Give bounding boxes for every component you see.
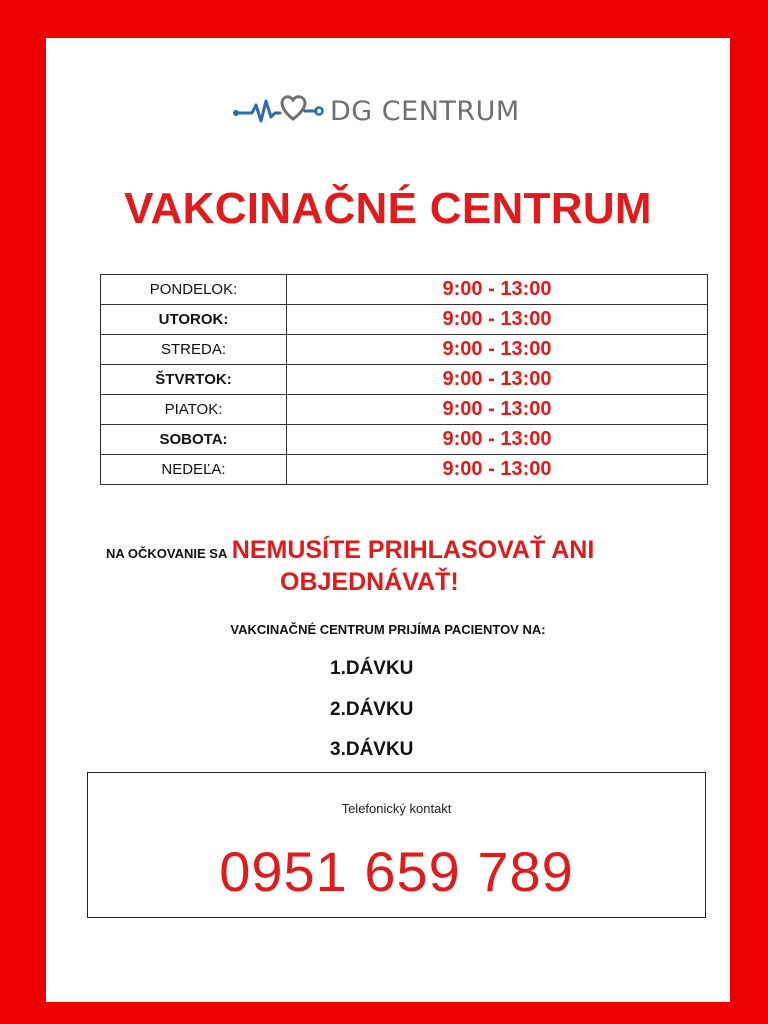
hours-cell: 9:00 - 13:00 xyxy=(287,275,708,305)
hours-cell: 9:00 - 13:00 xyxy=(287,395,708,425)
table-row xyxy=(101,425,708,455)
contact-box xyxy=(87,772,706,918)
table-row xyxy=(101,275,708,305)
accepts-patients-heading: VAKCINAČNÉ CENTRUM PRIJÍMA PACIENTOV NA: xyxy=(230,622,546,637)
dg-centrum-logo xyxy=(232,86,520,136)
poster-sheet xyxy=(46,38,730,1002)
page-title: VAKCINAČNÉ CENTRUM xyxy=(124,184,652,233)
notice-line-2 xyxy=(280,568,459,597)
day-cell: PIATOK: xyxy=(101,395,287,425)
table-row xyxy=(101,335,708,365)
day-cell: SOBOTA: xyxy=(101,425,287,455)
day-cell: UTOROK: xyxy=(101,305,287,335)
table-row xyxy=(101,305,708,335)
heart-pulse-icon xyxy=(232,91,324,131)
dose-item-2: 2.DÁVKU xyxy=(330,699,414,720)
notice-line-1 xyxy=(106,536,594,565)
table-row xyxy=(101,365,708,395)
day-cell: NEDEĽA: xyxy=(101,455,287,485)
notice-emphasis-1: NEMUSÍTE PRIHLASOVAŤ ANI xyxy=(231,536,595,564)
day-cell: PONDELOK: xyxy=(101,275,287,305)
table-row xyxy=(101,395,708,425)
hours-cell: 9:00 - 13:00 xyxy=(287,425,708,455)
day-cell: STREDA: xyxy=(101,335,287,365)
logo-text: DG CENTRUM xyxy=(330,95,520,127)
hours-cell: 9:00 - 13:00 xyxy=(287,365,708,395)
dose-item-3: 3.DÁVKU xyxy=(330,739,414,760)
contact-label: Telefonický kontakt xyxy=(341,801,452,816)
notice-emphasis-2: OBJEDNÁVAŤ! xyxy=(280,568,459,596)
contact-phone: 0951 659 789 xyxy=(219,840,574,903)
hours-cell: 9:00 - 13:00 xyxy=(287,455,708,485)
day-cell: ŠTVRTOK: xyxy=(101,365,287,395)
hours-cell: 9:00 - 13:00 xyxy=(287,305,708,335)
opening-hours-table xyxy=(100,274,708,485)
table-row xyxy=(101,455,708,485)
dose-item-1: 1.DÁVKU xyxy=(330,658,414,679)
hours-cell: 9:00 - 13:00 xyxy=(287,335,708,365)
notice-prefix: NA OČKOVANIE SA xyxy=(106,546,228,561)
